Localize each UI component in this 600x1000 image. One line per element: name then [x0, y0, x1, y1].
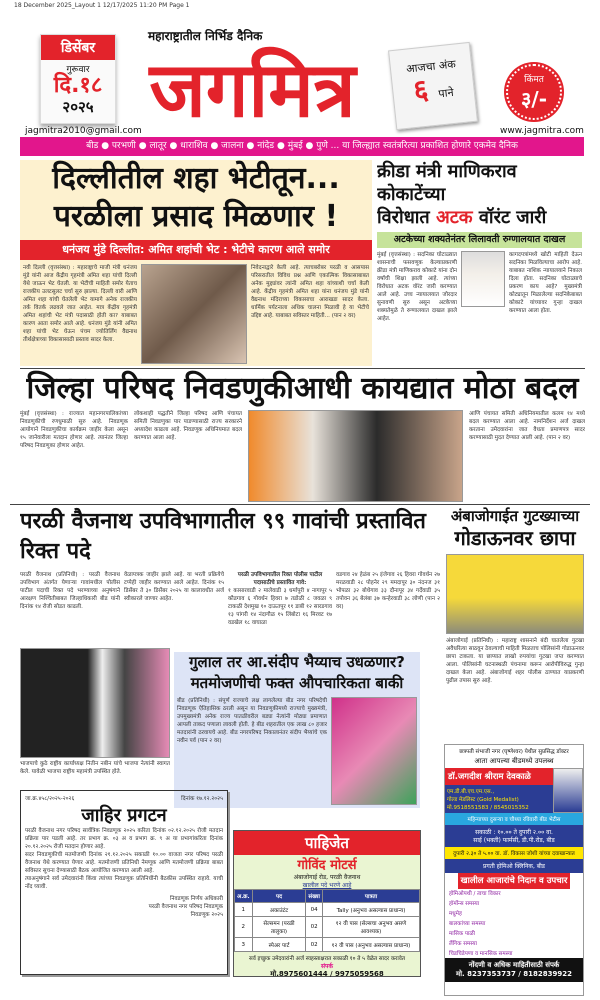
col-header: संख्या — [306, 890, 323, 903]
print-slug: 18 December 2025_Layout 1 12/17/2025 11:20 PM Page 1 — [14, 2, 190, 9]
date: दि.१८ — [53, 73, 103, 98]
table-row — [235, 903, 420, 917]
ambajogai-headline-1: अंबाजोगाईत गुटख्याच्या — [450, 507, 580, 525]
cell: १२ वी पास (अनुभव असल्यास प्राधान्य) — [322, 938, 419, 952]
villages-list: १ कासारवाडी २ मालेवाडी ३ धर्मापुरी ४ नागापूर ५ कौडगाव ६ गोवर्धन हिवरा ७ तडोळी ८ जवळा ९ टाकळी देशमुख १० दाऊतपूर ११ डाबी १२ सारडगाव १३ पांगरी १४ नंदागौळ १५ लिंबोटा १६ मिरवट १७ वडखेल १८ वाघाळा — [228, 588, 332, 626]
gulal-headline-2: मतमोजणीची फक्त औपचारिकता बाकी — [190, 674, 404, 692]
date-calendar — [40, 34, 116, 124]
zp-body-col3: आणि पंचायत समिती अधिनियमातील कलम १४ मध्ये बदल करण्यात आला आहे. नामनिर्देशन अर्ज दाखल करताना उमेदवारांना जात वैधता प्रमाणपत्र सादर करण्यासाठी मुदत देण्यात आली आहे. (पान २ वर) — [469, 411, 585, 441]
notice-sign-2: परळी वैजनाथ नगर परिषद निवडणूक — [148, 904, 223, 910]
sports-body-col2: कागदपत्रांमध्ये खोटी माहिती देऊन सदनिका मिळविल्याचा आरोप आहे. याबाबत नाशिक न्यायालयाने निकाल दिला होता. सदनिका घोटाळ्याचे प्रकरण काय आहे? मुख्यमंत्री कोट्यातून मिळालेल्या सदनिकेबाबत कोकाटे यांच्यावर गुन्हा दाखल करण्यात आला होता. — [509, 252, 582, 314]
notice-date: दिनांक १७.१२.२०२५ — [181, 796, 223, 802]
lead-body-col2: निवेदनाद्वारे केली आहे. त्याचबरोबर परळी व आसपास परिसरातील विविध प्रश्न आणि एकात्मिक विकासाबाबत अनेक मुद्द्यांवर त्यांनी अमित शहा यांच्याशी चर्चा केली आहे. केंद्रीय गृहमंत्री अमित शहा यांना धनंजय मुंडे यांनी वैद्यनाथ मंदिराच्या विकासाचा आराखडा सादर केला. धार्मिक पर्यटनाला अधिक चालना मिळावी हे या भेटीचे उद्दिष्ट आहे. याबाबत सविस्तर माहिती... (पान २ वर) — [251, 265, 369, 319]
notice-sign-3: निवडणूक २०२५ — [190, 912, 223, 918]
zp-photo — [248, 410, 463, 502]
jobs-note: खालील पदे भरणे आहे — [302, 882, 352, 889]
bjp-photo — [20, 648, 170, 758]
list-item: बालकांच्या समस्या — [449, 921, 486, 927]
parli-headline: परळी वैजनाथ उपविभागातील ९९ गावांची प्रस्तावित रिक्त पदे — [20, 509, 426, 564]
visit-place: साई (भक्ती) फार्मसी, डी.पी.रोड, बीड — [473, 837, 555, 844]
pages-label: पाने — [437, 85, 455, 101]
lead-photo — [141, 264, 247, 364]
sports-subhead: अटकेच्या शक्यतेनंतर लिलावती रुग्णालयात दाखल — [377, 232, 582, 248]
gulal-headline-1: गुलाल तर आ.संदीप भैय्याच उधळणार? — [189, 653, 405, 671]
parli-villages-box — [228, 571, 332, 645]
lead-body-col1: नवी दिल्ली (वृत्तसंस्था) : महाराष्ट्राचे माजी मंत्री धनंजय मुंडे यांनी आज केंद्रीय गृहमंत्री अमित शहा यांची दिल्ली येथे जाऊन भेट घेतली. या भेटीची माहिती समोर येताच राजकीय उलटसुलट चर्चा सुरु झाल्या. दिल्ली वारी आणि अमित शहा यांची घेतलेली भेट यामागे अनेक राजकीय तर्क वितर्क लढवले जात आहेत. मात्र केंद्रीय गृहमंत्री अमित शहांची भेट मंत्री पदासाठी होती का? याबाबत कारण आता समोर आले आहे. धनंजय मुंडे यांनी अमित शहा यांची भेट घेऊन पंचम ज्योतिर्लिंग वैद्यनाथ तीर्थक्षेत्राच्या विकासासाठी प्रस्ताव सादर केला. — [23, 265, 137, 343]
price-badge — [506, 64, 562, 120]
zp-headline: जिल्हा परिषद निवडणुकीआधी कायद्यात मोठा बदल — [26, 371, 579, 406]
list-item: लैंगिक समस्या — [449, 941, 477, 947]
cell: 2 — [235, 917, 253, 938]
newspaper-title: जगमित्र — [149, 45, 356, 134]
cell: Tally (अनुभव असल्यास प्राधान्य) — [322, 903, 419, 917]
gulal-body: बीड (प्रतिनिधी) : संपूर्ण राज्याचे लक्ष लागलेल्या बीड नगर परिषदेची निवडणूक ऐतिहासिक ठरली असून या निवडणुकीमध्ये राज्याचे मुख्यमंत्री, उपमुख्यमंत्री अनेक राज्य पातळीवरील बड्या नेत्यांनी मोठ्या प्रमाणात आपली ताकद पणाला लावली होती. हे बीड शहरातील एक लाख ८० हजार मतदारांनी ठरवायचे आहे. बीड नगरपरिषद निकालानंतर संदीप भैय्यांचे एक नवीन पर्व (पान २ वर) — [177, 698, 327, 744]
notice-body-1: परळी वैजनाथ नगर परिषद सार्वत्रिक निवडणूक २०२५ करिता दिनांक ०२.१२.२०२५ रोजी मतदान प्रक्रिया पार पडली आहे. तर प्रभाग क्र. ०३ अ व प्रभाग क्र. ९ अ या प्रभागांकरिता दिनांक २०.१२.२०२५ रोजी मतदान होणार आहे. — [25, 828, 223, 850]
parli-body-col1: परळी वैजनाथ (प्रतिनिधी) : परळी वैजनाथ उपविभाग अंतर्गत येणाऱ्या गावांमधील पोलीस पाटील पदाची रिक्त पदे भरण्याच्या अनुषंगाने आरक्षण निश्चितीबाबत जिल्हाधिकारी बीड यांनी दिनांक १४ रोजी सोडत काढली. — [20, 572, 120, 610]
notice-title: जाहिर प्रगटन — [81, 805, 167, 826]
doctor-name: डॉ.जगदीश श्रीराम देवकाळे — [445, 768, 553, 785]
visit-time: सकाळी : १०.०० ते दुपारी २.०० वा. — [475, 829, 553, 836]
jobs-header-row — [235, 890, 420, 903]
col-header: पद — [252, 890, 306, 903]
districts-band: बीड ● परभणी ● लातूर ● धाराशिव ● जालना ● नांदेड ● मुंबई ● पुणे ... या जिल्ह्यात स्वतंत्ररित्या प्रकाशित होणारे एकमेव दैनिक — [20, 137, 584, 156]
zp-body-col2: लोकशाही पद्धतीने जिल्हा परिषद आणि पंचायत समिती निवडणुका पार पाडण्यासाठी राज्य सरकारने अध्यादेश काढला आहे. निवडणूक अधिनियमात बदल करण्यात आला आहे. — [134, 411, 242, 441]
jobs-company: गोविंद मोटर्स — [297, 858, 357, 873]
ad-intro-2: आता आपल्या बीडमध्ये उपलब्ध — [474, 757, 554, 765]
lead-headline-2: परळीला प्रसाद मिळणार ! — [53, 199, 339, 234]
list-item: चिडचिडेपणा व मानसिक समस्या — [449, 951, 513, 957]
villages-title: परळी उपविभागातील रिक्त पोलीस पाटील पदासाठीचे प्रस्तावित गावे: — [237, 572, 323, 586]
tagline: महाराष्ट्रातील निर्भिड दैनिक — [148, 29, 263, 43]
email[interactable]: jagmitra2010@gmail.com — [25, 126, 142, 136]
cell: 04 — [306, 903, 323, 917]
notice-ref: जा.क्र.४५८/२०२५-२०२६ — [25, 796, 75, 802]
cell: 02 — [306, 917, 323, 938]
table-row — [235, 938, 420, 952]
cell: स्पेअर पार्ट — [252, 938, 306, 952]
parli-body-col2: वेळापत्रक जाहीर झाले आहे. या भरती प्रक्रियेचे टप्पेही जाहीर करण्यात आले आहेत. दिनांक १५ डिसेंबर ते ३० डिसेंबर २०२५ या कालावधीत अर्ज स्वीकारले जाणार आहेत. — [124, 572, 224, 602]
cell: 02 — [306, 938, 323, 952]
doctor-degree: एम.डी.बी.एच.एम.एस., — [447, 789, 495, 795]
zp-story — [20, 370, 585, 502]
appointment: दुपारी २.३० ते ५.०० वा. डॉ. विकास जोशी यांच्या दवाखान्यात — [445, 847, 583, 859]
website[interactable]: www.jagmitra.com — [500, 126, 584, 136]
ambajogai-photo — [446, 554, 584, 634]
price: ३/- — [520, 87, 547, 111]
sports-body-col1: मुंबई (वृत्तसंस्था) : सदनिका घोटाळ्यात शासनाची फसवणूक केल्याप्रकरणी क्रीडा मंत्री माणिकराव कोकाटे यांना दोन वर्षांची शिक्षा झाली आहे. त्यांच्या विरोधात अटक वॉरंट जारी करण्यात आले आहे. उच्च न्यायालयात जोरदार सुनावणी सुरु असून अटकेच्या शक्यतेमुळे ते रुग्णालयात दाखल झाले आहेत. — [377, 252, 457, 322]
minister-photo — [461, 251, 505, 307]
ad-contact: नोंदणी व अधिक माहितीसाठी संपर्क — [468, 961, 560, 969]
list-item: मधुमेह — [449, 911, 462, 917]
jobs-title: पाहिजेत — [234, 831, 420, 855]
lead-story — [20, 160, 372, 366]
sports-story — [377, 160, 582, 366]
public-notice — [20, 790, 228, 975]
list-item: होमिओपथी / त्वचा विकार — [449, 891, 501, 897]
cell: अकाउंटंट — [252, 903, 306, 917]
sports-headline-2b: अटक — [435, 207, 473, 228]
year: २०२५ — [62, 98, 94, 116]
list-item: हॉर्मोन्स समस्या — [449, 901, 480, 907]
visit-days: महिन्याच्या दुसऱ्या व चौथ्या रविवारी बीड भेटीस — [445, 813, 583, 825]
doctor-photo — [553, 768, 583, 813]
table-row — [235, 917, 420, 938]
celebration-photo — [331, 697, 417, 805]
weekday: गुरूवार — [66, 65, 90, 75]
treatment-list — [445, 888, 583, 958]
ambajogai-headline-2: गोडाऊनवर छापा — [454, 526, 576, 550]
jobs-table — [234, 889, 420, 952]
clinic: प्रगती होमिओ क्लिनिक, बीड — [445, 859, 583, 873]
list-item: मासिक पाळी — [449, 931, 475, 937]
doctor-medal: गोल्ड मेडलिस्ट (Gold Medalist) — [447, 797, 519, 803]
notice-sign-1: निवडणूक निर्णय अधिकारी — [169, 896, 223, 902]
jobs-contact-label: संपर्क — [320, 963, 334, 970]
list-title: खालील आजारांचे निदान व उपचार — [458, 873, 571, 889]
ad-intro-1: छत्रपती संभाजी नगर (घृष्णेश्वर) येथील सुप्रसिद्ध डॉक्टर — [459, 749, 569, 755]
jobs-ad — [233, 830, 421, 977]
issue-label: आजचा अंक — [405, 57, 457, 76]
gulal-story — [174, 652, 420, 808]
notice-body-2: सदर निवडणुकीची मतमोजणी दिनांक २१.१२.२०२५ सकाळी १०.०० वाजता नगर परिषद परळी वैजनाथ येथे करण्यात येणार आहे. मतमोजणी प्रतिनिधी नेमणूक आणि मतमोजणी प्रक्रिया बाबत सविस्तर सूचना देण्यासाठी बैठक आयोजित करण्यात आली आहे. — [25, 852, 223, 874]
parli-body-col4: वडगाव २४ हेळंब २५ इंजेगाव २६ हिवरा गोवर्धन २७ मरळवाडी २८ पोहनेर २९ ममदापूर ३० नंदनज ३१ भोपळा ३२ बोधेगाव ३३ दौनापूर ३४ गर्देवाडी ३५ तपोवन ३६ बेलंबा ३७ कन्हेरवाडी ३८ लोणी (पान २ वर) — [336, 572, 440, 610]
ambajogai-story — [446, 507, 584, 740]
zp-body-col1: मुंबई (वृत्तसंस्था) : राज्यात महानगरपालिकांच्या निवडणुकीची रणधुमाळी सुरु आहे. निवडणूक आयोगाने निवडणुकीचा कार्यक्रम जाहीर केला असून १५ जानेवारीला मतदान होणार आहे. त्यानंतर जिल्हा परिषद निवडणुका होणार आहेत. — [20, 411, 128, 449]
ambajogai-body: अंबाजोगाई (प्रतिनिधी) : महाराष्ट्र शासनाने बंदी घातलेला गुटखा अवैधरित्या साठवून ठेवल्याची माहिती मिळताच पोलिसांनी गोडाऊनवर छापा टाकला. या छाप्यात लाखो रुपयांचा गुटखा जप्त करण्यात आला. पोलिसांनी घटनास्थळी पंचनामा करून आरोपीविरुद्ध गुन्हा दाखल केला आहे. अंबाजोगाई शहर पोलीस ठाण्यात याप्रकरणी पुढील तपास सुरु आहे. — [446, 638, 584, 684]
issue-pages-note — [388, 42, 478, 130]
doctor-phone: मो.9518551583 / 8545015352 — [447, 805, 529, 811]
col-header: अ.क्र. — [235, 890, 253, 903]
jobs-footer: सर्व इच्छुक उमेदवारांनी अर्ज स्वहस्ताक्षरात सकाळी १० ते ५ वेळेत सादर करावेत — [249, 956, 405, 962]
lead-headline-1: दिल्लीतील शहा भेटीतून... — [52, 161, 340, 196]
divider — [20, 368, 585, 369]
page-count: ६ — [411, 72, 430, 107]
cell: १२ वी पास (सेल्सचा अनुभव असणे आवश्यक) — [322, 917, 419, 938]
month: डिसेंबर — [41, 35, 115, 60]
lead-subhead: धनंजय मुंडे दिल्लीत: अमित शहांची भेट : भेटीचे कारण आले समोर — [20, 240, 372, 260]
notice-body-3: त्याअनुषंगाने सर्व उमेदवारांनी किंवा त्यांच्या निवडणूक प्रतिनिधींनी बैठकीस उपस्थित राहावे. याची नोंद घ्यावी. — [25, 876, 223, 890]
cell: 1 — [235, 903, 253, 917]
jobs-address: अंबाजोगाई रोड, परळी वैजनाथ — [293, 874, 361, 881]
doctor-ad — [444, 744, 584, 996]
divider — [10, 504, 590, 505]
ad-phones: मो. 8237353737 / 8182839922 — [456, 970, 572, 978]
jobs-phone: मो.8975601444 / 9975059568 — [270, 970, 384, 978]
parli-story — [20, 507, 440, 645]
cell: 3 — [235, 938, 253, 952]
sports-headline-1: क्रीडा मंत्री माणिकराव कोकाटेंच्या — [377, 161, 517, 205]
cell: सेल्समन (परळी तालुका) — [252, 917, 306, 938]
price-label: किंमत — [524, 75, 544, 85]
photo-caption: भाजपाचे कुठे राष्ट्रीय कार्याध्यक्ष नितीन नबीन यांचे भाजपा नेत्यांनी स्वागत केले. यावेळी भाजपा राष्ट्रीय महामंत्री उपस्थित होते. — [20, 761, 170, 775]
sports-headline-2c: वॉरंट जारी — [478, 207, 547, 228]
sports-headline-2a: विरोधात — [377, 207, 430, 228]
col-header: पात्रता — [322, 890, 419, 903]
